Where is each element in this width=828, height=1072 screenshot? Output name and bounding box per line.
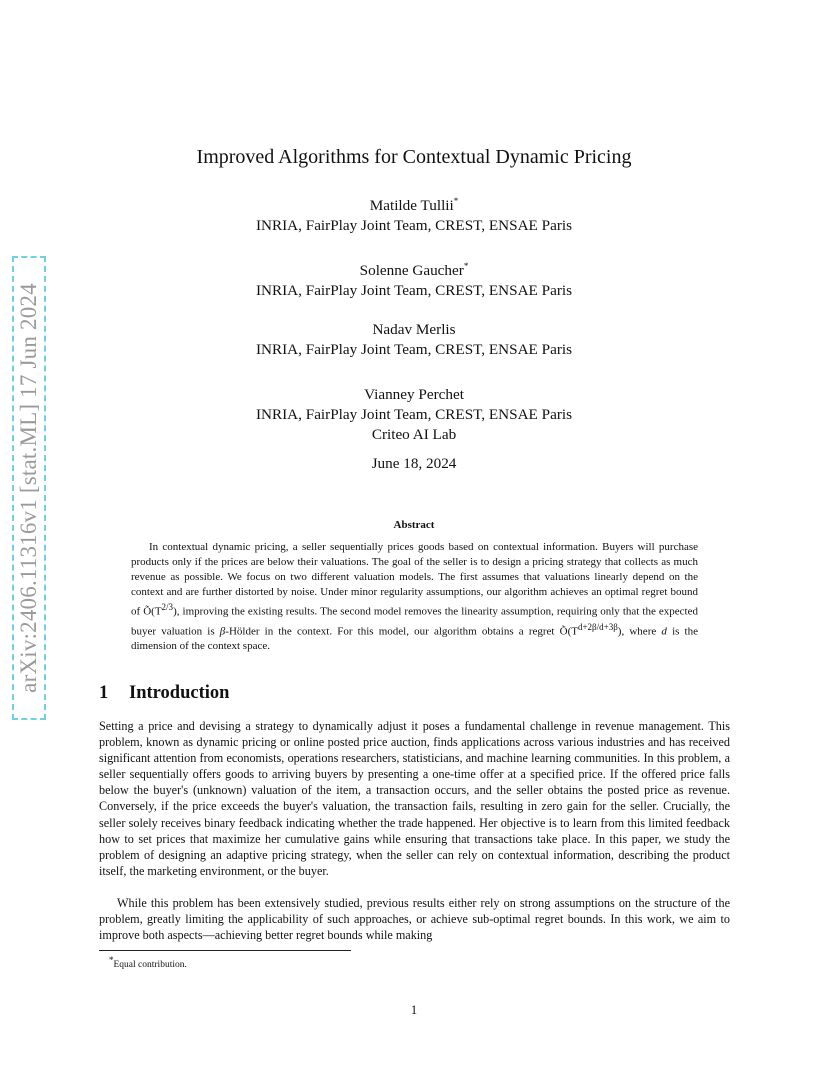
body-paragraph: Setting a price and devising a strategy to dynamically adjust it poses a fundamental challenge in revenue management. This problem, known as dynamic pricing or online posted price auction, finds applications across various industries and has received significant attention from economists, operations researchers, statisticians, and machine learning communities. In this problem, a seller sequentially offers goods to arriving buyers by presenting a one-time offer at a specified price. If the offered price falls below the buyer's (unknown) valuation of the item, a transaction occurs, and the seller obtains the posted price as revenue. Conversely, if the price exceeds the buyer's valuation, the transaction fails, resulting in zero gain for the seller. Crucially, the seller solely receives binary feedback indicating whether the trade happened. Her objective is to learn from this limited feedback how to set prices that maximize her cumulative gains while ensuring that transactions take place. In this paper, we study the problem of designing an adaptive pricing strategy, when the seller can rely on contextual information, describing the product itself, the marketing environment, or the buyer. xyxy=(99,719,730,878)
abstract-math: β xyxy=(219,625,226,638)
author-affiliation: INRIA, FairPlay Joint Team, CREST, ENSAE Paris xyxy=(255,406,573,423)
section-number: 1 xyxy=(99,683,109,703)
abstract-math-exponent: d+2β/d+3β xyxy=(577,621,618,632)
author-affiliation: INRIA, FairPlay Joint Team, CREST, ENSAE Paris xyxy=(255,341,573,358)
abstract-text-segment: -Hölder in the context. For this model, our algorithm obtains a regret xyxy=(225,625,560,638)
abstract-math-exponent: 2/3 xyxy=(161,602,174,612)
author-block xyxy=(0,191,828,236)
author-name: Solenne Gaucher xyxy=(359,262,464,280)
author-affiliation: INRIA, FairPlay Joint Team, CREST, ENSAE Paris xyxy=(255,217,573,235)
abstract-text-segment: In contextual dynamic pricing, a seller sequentially prices goods based on contextual information. Buyers will purchase products only if the prices are below their valuations. The goal of the seller is to design a pricing strategy that collects as much revenue as possible. We focus on two different valuation models. The first assumes that valuations linearly depend on the context and are further distorted by noise. Under minor regularity assumptions, our algorithm achieves an optimal regret bound of xyxy=(131,541,698,618)
abstract-heading: Abstract xyxy=(393,519,435,531)
author-name: Matilde Tullii xyxy=(369,197,454,215)
author-affiliation: Criteo AI Lab xyxy=(371,426,457,443)
footnote-text: Equal contribution. xyxy=(113,960,187,971)
abstract-math: d xyxy=(661,625,667,638)
abstract-math: Õ(T xyxy=(143,605,162,618)
paper-date: June 18, 2024 xyxy=(371,455,457,472)
footnote-rule xyxy=(99,950,351,951)
abstract-text-segment: ), improving the existing results. The second model removes the linearity assumption, requiring only that the expected buyer valuation is xyxy=(131,605,698,638)
abstract-text-segment: is the dimension of the context space. xyxy=(131,625,698,653)
author-name: Vianney Perchet xyxy=(364,386,464,403)
section-heading xyxy=(99,683,229,704)
author-block xyxy=(0,320,828,360)
author-block xyxy=(0,385,828,445)
abstract-text-segment: ), where xyxy=(617,625,662,638)
footnote-mark: * xyxy=(109,955,114,965)
author-block xyxy=(0,256,828,301)
author-affiliation: INRIA, FairPlay Joint Team, CREST, ENSAE Paris xyxy=(255,282,573,300)
author-footnote-mark: * xyxy=(463,261,469,271)
body-paragraph: While this problem has been extensively studied, previous results either rely on strong assumptions on the structure of the problem, greatly limiting the applicability of such approaches, or achieve sub-optimal regret bounds. In this work, we aim to improve both aspects—achieving better regret bounds while making xyxy=(99,896,730,943)
abstract-text xyxy=(131,540,698,654)
section-title: Introduction xyxy=(129,683,230,703)
arxiv-identifier[interactable]: arXiv:2406.11316v1 [stat.ML] 17 Jun 2024 xyxy=(16,283,41,693)
paper-title: Improved Algorithms for Contextual Dynamic Pricing xyxy=(196,146,632,168)
author-name: Nadav Merlis xyxy=(372,321,456,338)
abstract-math: Õ(T xyxy=(559,625,578,638)
footnote xyxy=(109,955,187,970)
author-footnote-mark: * xyxy=(453,196,459,206)
page-number: 1 xyxy=(410,1003,418,1017)
